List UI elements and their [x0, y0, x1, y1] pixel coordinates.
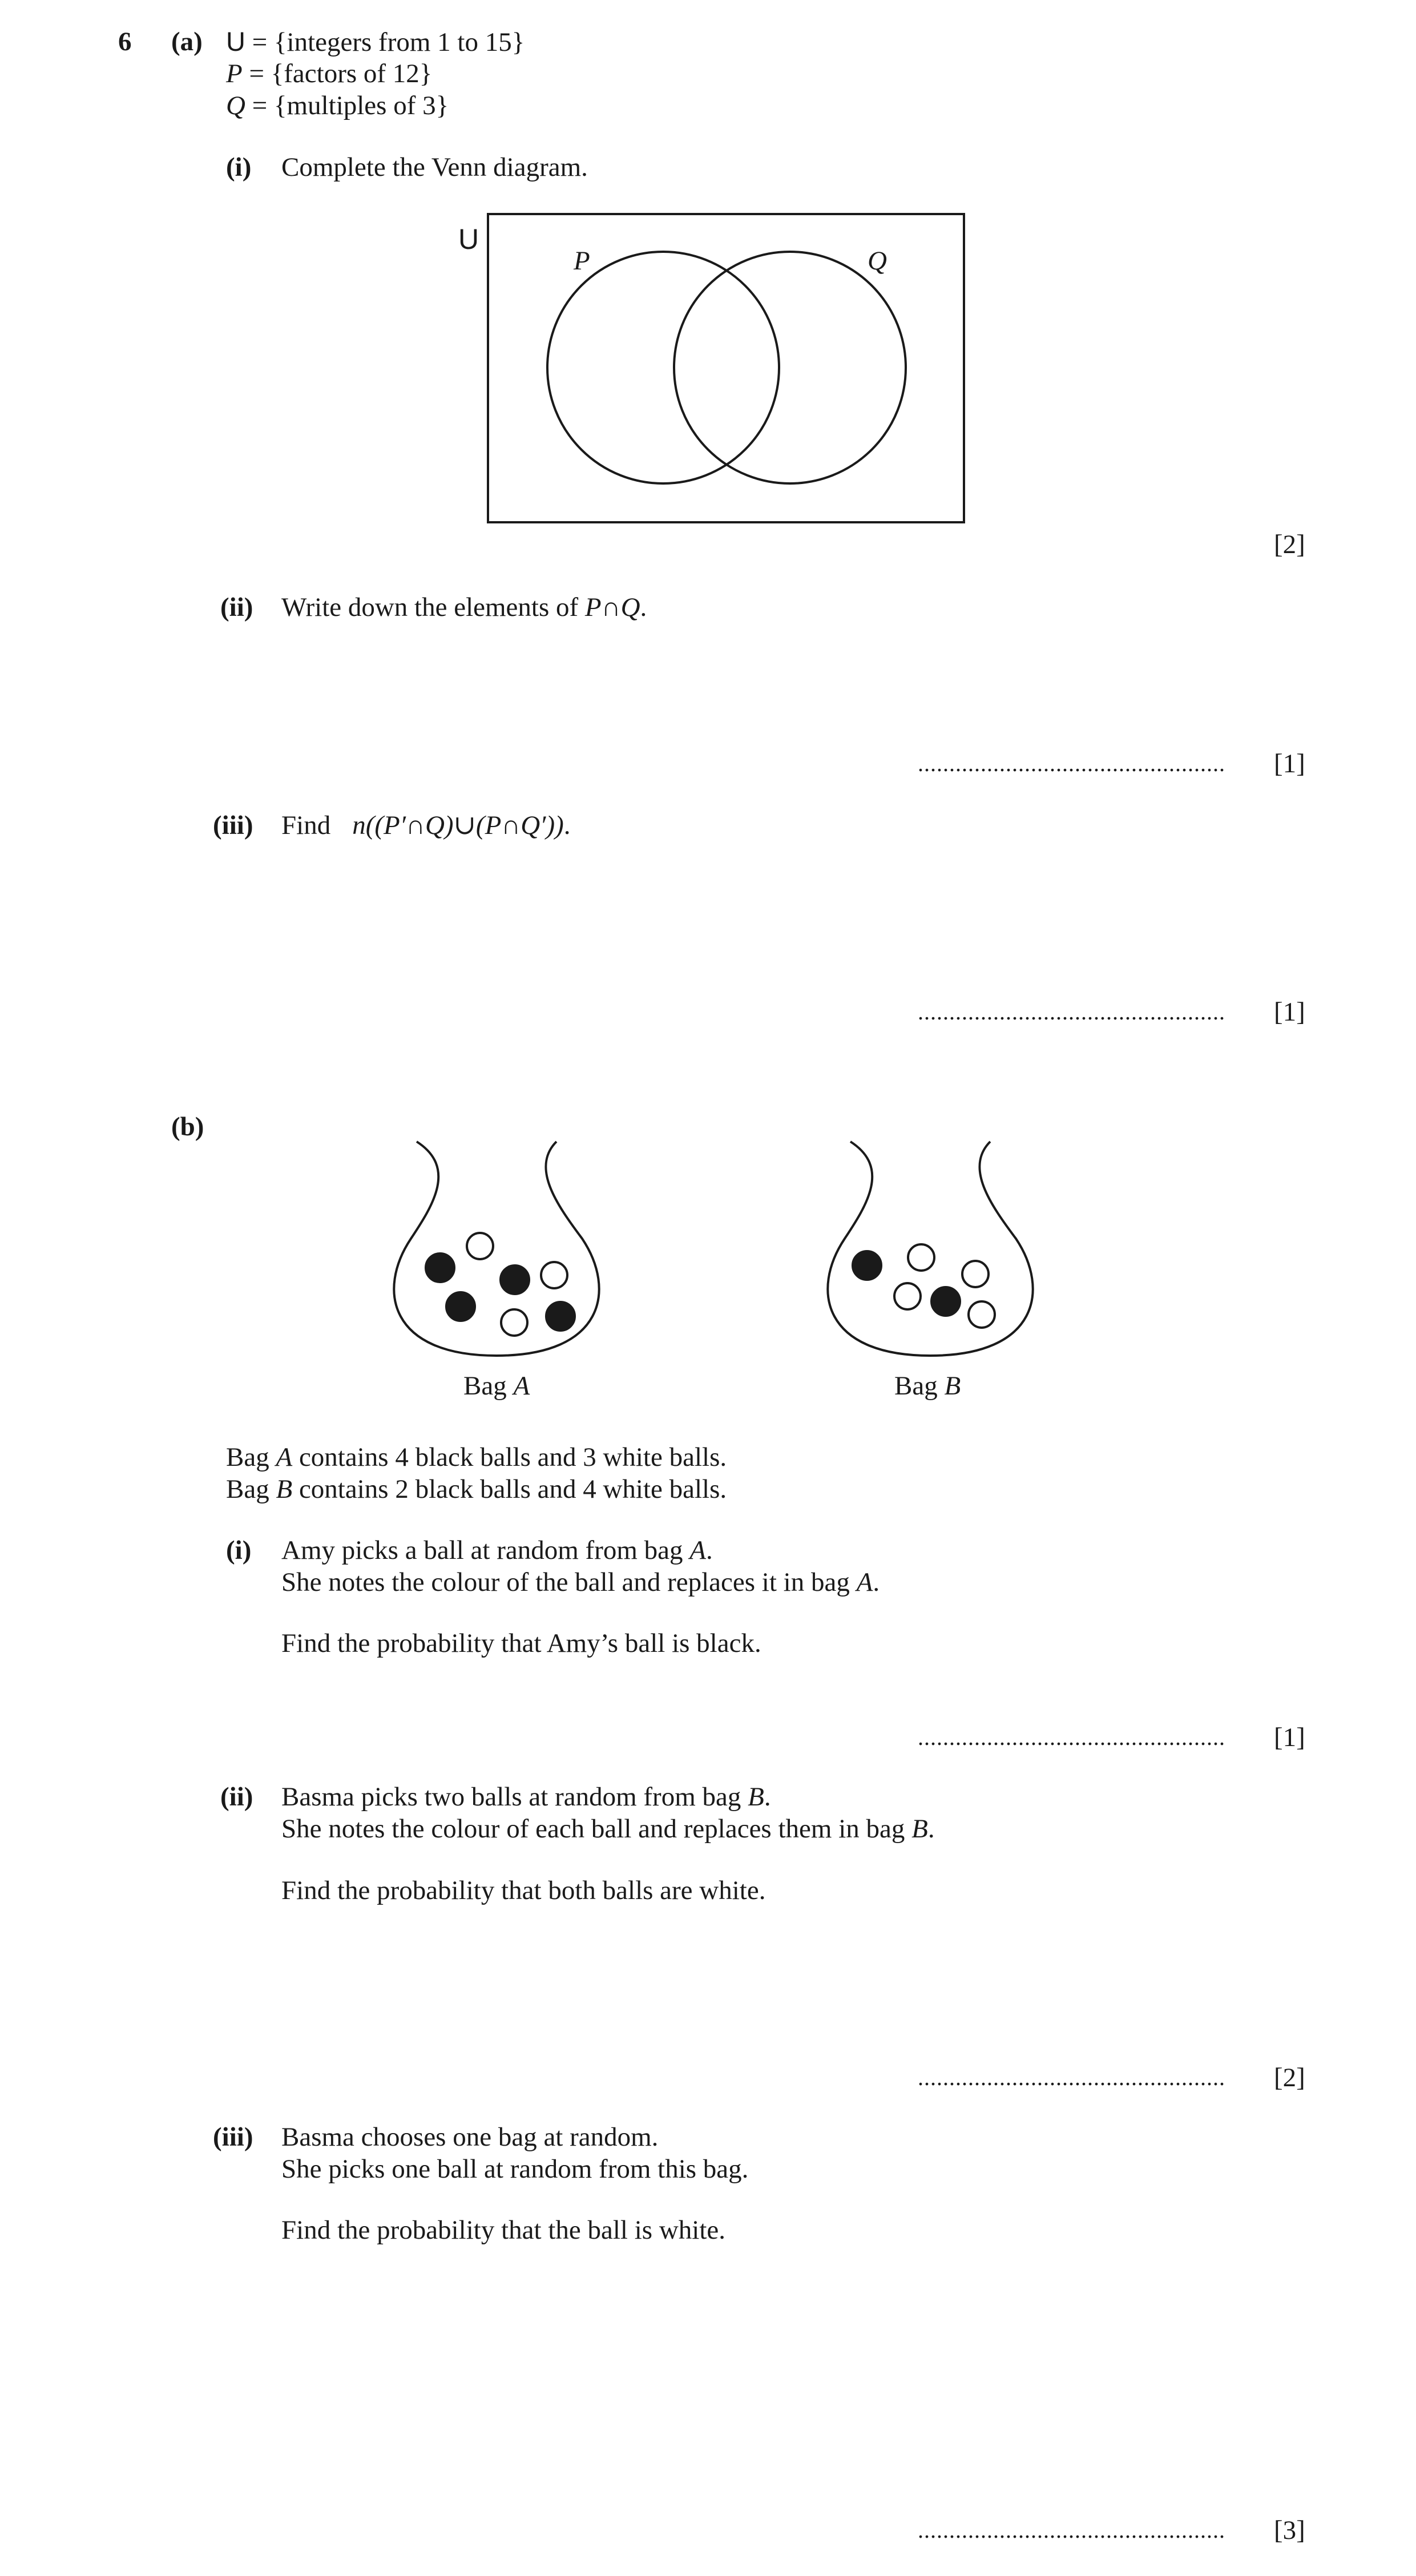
bag-a-ball-white	[541, 1262, 567, 1288]
answer-line-a-ii[interactable]: .................................................	[918, 751, 1225, 776]
text-fragment: B	[748, 1782, 764, 1812]
universal-def: = {integers from 1 to 15}	[245, 27, 525, 57]
bag-a-ball-white	[501, 1309, 527, 1336]
venn-q-label: Q	[868, 246, 887, 276]
part-b-label: (b)	[171, 1112, 204, 1142]
bag-a-caption-word: Bag	[463, 1371, 514, 1401]
answer-line-a-iii[interactable]: .................................................	[918, 999, 1225, 1025]
part-a-iii-label: (iii)	[213, 811, 253, 840]
answer-line-b-ii[interactable]: .................................................	[918, 2065, 1225, 2090]
bag-b-caption-word: Bag	[894, 1371, 945, 1401]
bag-b-ball-white	[962, 1261, 989, 1287]
part-b-i-line1	[281, 1534, 713, 1566]
part-a-ii-prefix: Write down the elements of	[281, 592, 585, 622]
part-b-iii-marks: [3]	[1274, 2515, 1305, 2545]
bag-b-ball-white	[894, 1283, 921, 1309]
part-a-ii-expression: P∩Q	[584, 592, 640, 622]
part-b-iii-line1: Basma chooses one bag at random.	[281, 2122, 659, 2152]
text-fragment: .	[927, 1814, 935, 1844]
text-fragment: Bag	[226, 1474, 276, 1504]
part-a-i-text: Complete the Venn diagram.	[281, 152, 588, 182]
part-b-ii-line2	[281, 1813, 935, 1845]
part-b-i-label: (i)	[226, 1535, 252, 1565]
part-b-ii-question: Find the probability that both balls are white.	[281, 1876, 766, 1905]
bag-b-ball-black	[931, 1287, 960, 1316]
text-fragment: .	[873, 1567, 880, 1597]
universal-symbol: U	[226, 26, 245, 57]
part-a-i-marks: [2]	[1274, 530, 1305, 559]
answer-line-b-iii[interactable]: .................................................	[918, 2517, 1225, 2543]
bag-b-ball-white	[908, 1244, 934, 1271]
text-fragment: Amy picks a ball at random from bag	[281, 1535, 690, 1565]
text-fragment: A	[856, 1567, 873, 1597]
part-a-ii-label: (ii)	[220, 592, 253, 622]
part-b-i-marks: [1]	[1274, 1723, 1305, 1752]
text-fragment: She notes the colour of each ball and replaces them in bag	[281, 1814, 912, 1844]
bag-a-ball-black	[501, 1265, 529, 1294]
text-fragment: B	[276, 1474, 293, 1504]
bag-b-caption	[894, 1370, 961, 1402]
bag-a-ball-black	[546, 1302, 575, 1331]
text-fragment: .	[705, 1535, 713, 1565]
part-b-iii-label: (iii)	[213, 2122, 253, 2152]
bag-a-ball-black	[426, 1253, 454, 1282]
part-b-i-line2	[281, 1566, 880, 1598]
part-b-i-question: Find the probability that Amy’s ball is black.	[281, 1628, 761, 1658]
part-b-ii-label: (ii)	[220, 1782, 253, 1812]
part-a-ii-suffix: .	[640, 592, 647, 622]
part-a-label: (a)	[171, 27, 203, 57]
text-fragment: B	[911, 1814, 928, 1844]
part-a-iii-marks: [1]	[1274, 997, 1305, 1027]
venn-p-label: P	[574, 246, 590, 276]
answer-line-b-i[interactable]: .................................................	[918, 1724, 1225, 1750]
part-a-ii-marks: [1]	[1274, 749, 1305, 779]
bag-b-caption-letter: B	[944, 1371, 961, 1401]
bag-a-caption	[463, 1370, 530, 1402]
question-number: 6	[118, 27, 132, 57]
bag-a-ball-black	[446, 1292, 475, 1321]
part-b-ii-marks: [2]	[1274, 2063, 1305, 2093]
part-b-iii-question: Find the probability that the ball is white.	[281, 2215, 726, 2245]
bag-a-ball-white	[467, 1233, 493, 1259]
p-def: = {factors of 12}	[242, 59, 433, 88]
text-fragment: contains 2 black balls and 4 white balls.	[292, 1474, 727, 1504]
bag-b-ball-black	[853, 1251, 881, 1280]
bag-b-ball-white	[969, 1301, 995, 1328]
text-fragment: Bag	[226, 1442, 276, 1472]
part-b-iii-line2: She picks one ball at random from this bag.	[281, 2154, 749, 2184]
part-a-iii-expression: n((P′∩Q)∪(P∩Q′))	[352, 811, 564, 840]
venn-universal-label: U	[458, 223, 479, 255]
text-fragment: contains 4 black balls and 3 white balls.	[292, 1442, 727, 1472]
text-fragment: A	[689, 1535, 706, 1565]
part-b-ii-line1	[281, 1781, 771, 1813]
part-a-iii-prefix: Find	[281, 811, 331, 840]
q-symbol: Q	[226, 91, 245, 120]
part-a-iii-suffix: .	[563, 811, 571, 840]
text-fragment: Basma picks two balls at random from bag	[281, 1782, 748, 1812]
part-a-i-label: (i)	[226, 152, 252, 182]
text-fragment: She notes the colour of the ball and replaces it in bag	[281, 1567, 857, 1597]
p-symbol: P	[226, 59, 243, 88]
bag-b-contents	[226, 1473, 727, 1505]
text-fragment: .	[764, 1782, 771, 1812]
q-def: = {multiples of 3}	[245, 91, 449, 120]
text-fragment: A	[276, 1442, 293, 1472]
bag-a-caption-letter: A	[513, 1371, 530, 1401]
bag-a-contents	[226, 1441, 727, 1473]
